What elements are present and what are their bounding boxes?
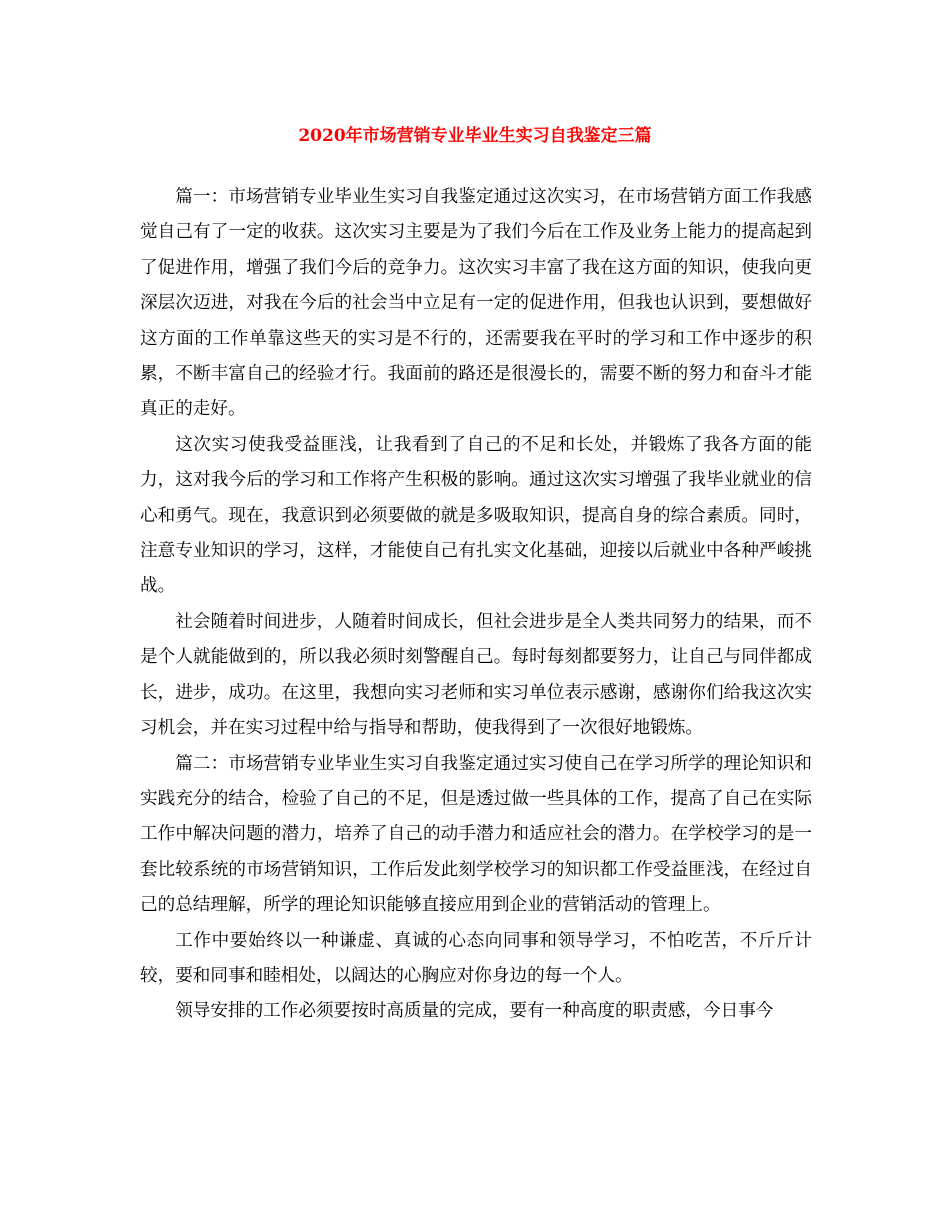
paragraph: 社会随着时间进步，人随着时间成长，但社会进步是全人类共同努力的结果，而不是个人就能做到的，所以我必须时刻警醒自己。每时每刻都要努力，让自己与同伴都成长，进步，成功。在这里，我想向实习老师和实习单位表示感谢，感谢你们给我这次实习机会，并在实习过程中给与指导和帮助，使我得到了一次很好地锻炼。 [140,611,812,739]
document-body [140,180,812,1030]
paragraph: 这次实习使我受益匪浅，让我看到了自己的不足和长处，并锻炼了我各方面的能力，这对我今后的学习和工作将产生积极的影响。通过这次实习增强了我毕业就业的信心和勇气。现在，我意识到必须要做的就是多吸取知识，提高自身的综合素质。同时，注意专业知识的学习，这样，才能使自己有扎实文化基础，迎接以后就业中各种严峻挑战。 [140,434,812,597]
paragraph: 篇二：市场营销专业毕业生实习自我鉴定通过实习使自己在学习所学的理论知识和实践充分的结合，检验了自己的不足，但是透过做一些具体的工作，提高了自己在实际工作中解决问题的潜力，培养了自己的动手潜力和适应社会的潜力。在学校学习的是一套比较系统的市场营销知识，工作后发此刻学校学习的知识都工作受益匪浅，在经过自己的总结理解，所学的理论知识能够直接应用到企业的营销活动的管理上。 [140,753,812,916]
paragraph: 篇一：市场营销专业毕业生实习自我鉴定通过这次实习，在市场营销方面工作我感觉自己有了一定的收获。这次实习主要是为了我们今后在工作及业务上能力的提高起到了促进作用，增强了我们今后的竞争力。这次实习丰富了我在这方面的知识，使我向更深层次迈进，对我在今后的社会当中立足有一定的促进作用，但我也认识到，要想做好这方面的工作单靠这些天的实习是不行的，还需要我在平时的学习和工作中逐步的积累，不断丰富自己的经验才行。我面前的路还是很漫长的，需要不断的努力和奋斗才能真正的走好。 [140,187,812,420]
document-title: 2020年市场营销专业毕业生实习自我鉴定三篇 [298,126,652,146]
paragraph: 领导安排的工作必须要按时高质量的完成，要有一种高度的职责感，今日事今 [175,1001,774,1022]
paragraph: 工作中要始终以一种谦虚、真诚的心态向同事和领导学习，不怕吃苦，不斤斤计较，要和同事和睦相处，以阔达的心胸应对你身边的每一个人。 [140,930,812,986]
